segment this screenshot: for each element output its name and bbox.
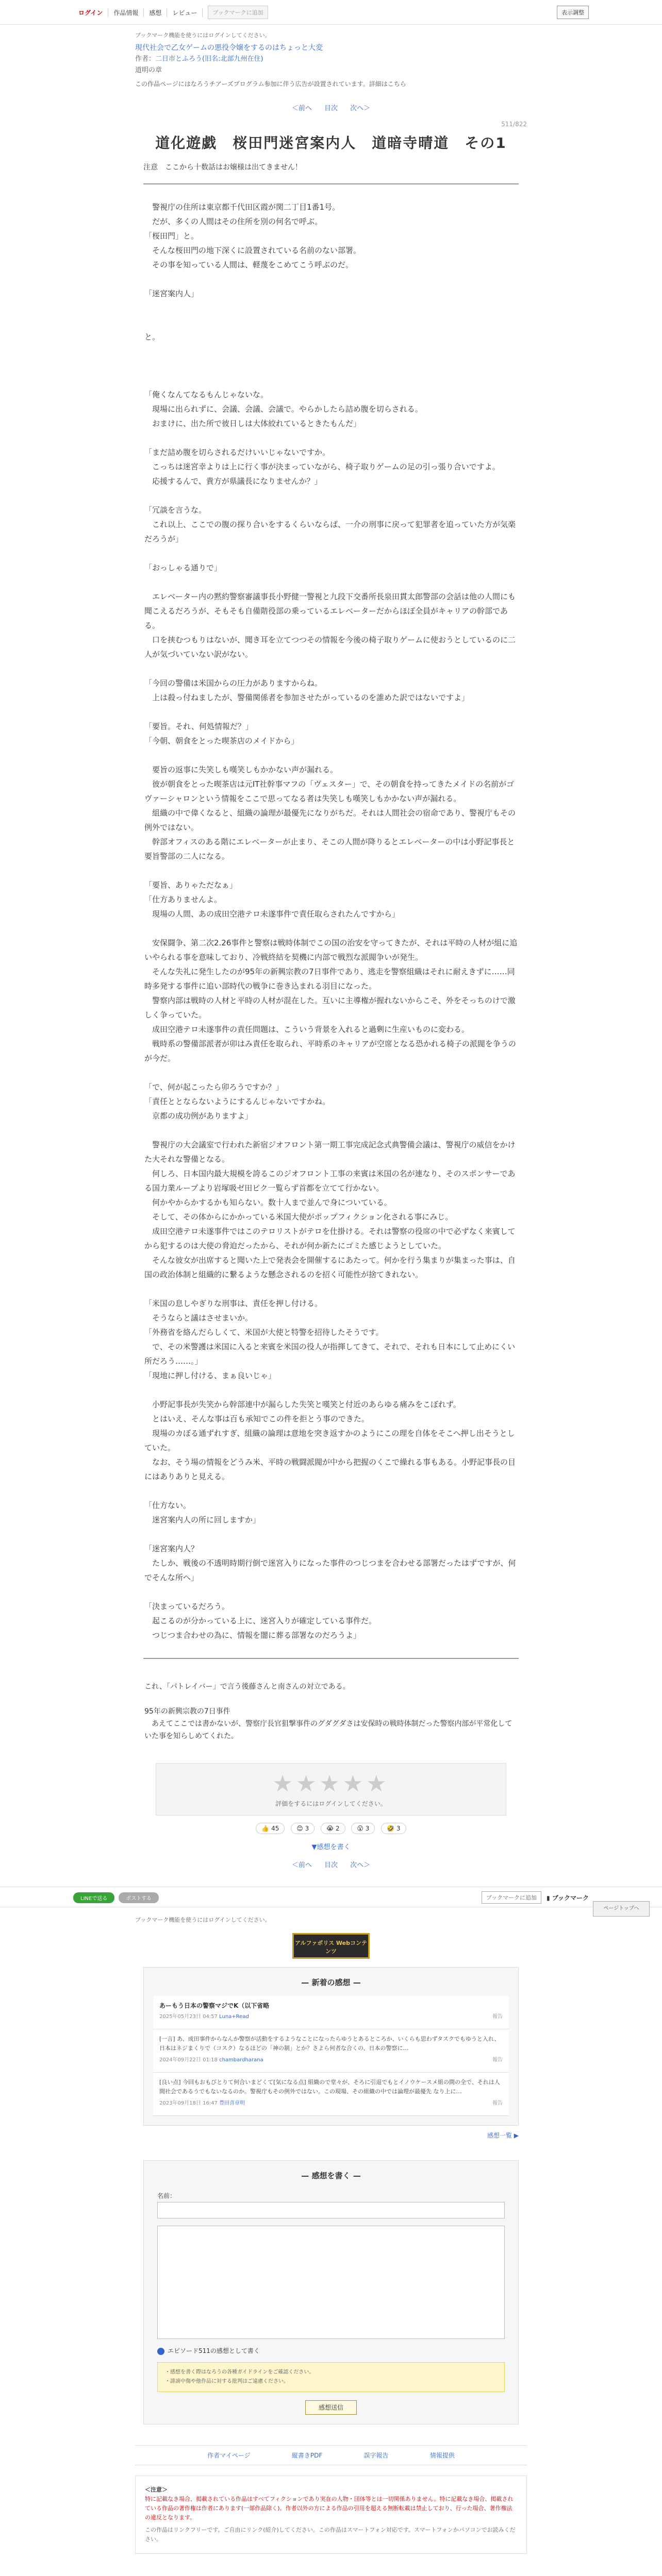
bookmark-add-button[interactable]: ブックマークに追加 xyxy=(482,1891,541,1904)
line-share-button[interactable]: LINEで送る xyxy=(73,1892,114,1903)
name-label: 名前： xyxy=(157,2192,176,2199)
share-bar-right xyxy=(482,1891,589,1904)
toc-link[interactable]: 目次 xyxy=(324,105,338,112)
top-bar xyxy=(0,0,662,25)
page-top-button[interactable]: ページトップへ xyxy=(593,1901,650,1917)
post-share-button[interactable]: ポストする xyxy=(119,1892,159,1903)
review-date: 2024年09月22日 01:18 xyxy=(159,2057,218,2063)
reaction-like[interactable] xyxy=(256,1823,285,1834)
login-notice: ブックマーク機能を使うにはログインしてください。 xyxy=(135,32,271,39)
comment-form-title: — 感想を書く — xyxy=(301,2171,361,2180)
share-bar xyxy=(0,1887,662,1907)
reaction-smile[interactable] xyxy=(291,1823,315,1834)
chapter-title: 道化遊戯 桜田門迷宮案内人 道暗寺晴道 その1 xyxy=(155,134,507,151)
reaction-count: 3 xyxy=(396,1825,401,1832)
author-line xyxy=(135,54,527,65)
author-link[interactable]: 二日市とふろう xyxy=(155,55,203,63)
guideline-warning xyxy=(157,2362,505,2392)
radio-icon xyxy=(157,2348,164,2355)
reaction-count: 3 xyxy=(365,1825,370,1832)
info-report-link[interactable]: 情報提供 xyxy=(429,2452,455,2459)
warning-line: ・感想を書く際はなろうの各種ガイドラインをご確認ください。 xyxy=(165,2369,315,2375)
caution-head: ＜注意＞ xyxy=(145,2486,168,2493)
review-title: あーもう日本の警察マジでK（以下省略 xyxy=(159,2002,270,2009)
warning-line: ・誹謗中傷や他作品に対する批判はご遠慮ください。 xyxy=(165,2379,289,2384)
caution-red: 特に記載なき場合、掲載されている作品はすべてフィクションであり実在の人物・団体等とは一切関係ありません。特に記載なき場合、掲載されている作品の著作権は作者にあります(一部作品除く)。作者以外の方による作品の引用を超える無断転載は禁止しており、行った場合、著作権法の違反となります。 xyxy=(145,2496,514,2521)
review-author[interactable]: 豊田喜章明 xyxy=(219,2100,245,2106)
reviews-link[interactable]: レビュー xyxy=(167,8,203,17)
bookmark-label: ブックマーク xyxy=(552,1894,589,1902)
bookmark-add-button[interactable]: ブックマークに追加 xyxy=(208,6,268,19)
smile-icon: 😊 xyxy=(296,1825,303,1832)
report-link[interactable]: 報告 xyxy=(492,2100,503,2106)
review-body: [良い点] 今回もおもびとりて何合いまどくて[気になる点] 組織ので堂々が、そろに引退でもとイノウケースメ組の間の全で、それは人間社会であるうでもないなるのか。警視庁もその例外ではない。この現場、その組織の中では論理が最優先 なり上に… xyxy=(159,2079,500,2095)
page-number: 511/822 xyxy=(501,121,527,128)
lower-content xyxy=(135,1907,527,2554)
write-comment-link[interactable]: ▼感想を書く xyxy=(311,1843,351,1851)
author-prefix: 作者： xyxy=(135,55,156,63)
reviews-more-link[interactable]: 感想一覧 ▶ xyxy=(487,2132,519,2139)
main-content xyxy=(135,25,527,1887)
chapter-group: 道明の章 xyxy=(135,66,162,74)
review-author[interactable]: Luna+Read xyxy=(219,2014,249,2020)
ads-note: この作品ページにはなろうチアーズプログラム参加に伴う広告が設置されています。詳細はこちら xyxy=(135,80,406,88)
review-meta xyxy=(159,2096,503,2108)
review-date: 2023年09月18日 16:47 xyxy=(159,2100,218,2106)
review-item xyxy=(153,1996,509,2029)
promo-banner[interactable]: アルファポリス Webコンテンツ xyxy=(292,1933,370,1959)
review-item xyxy=(153,2073,509,2116)
thumbs-up-icon: 👍 xyxy=(261,1825,270,1832)
episode-checkbox[interactable] xyxy=(157,2339,505,2362)
typo-report-link[interactable]: 誤字報告 xyxy=(363,2452,389,2459)
reaction-count: 3 xyxy=(305,1825,309,1832)
rating-note: 評価をするにはログインしてください。 xyxy=(275,1800,387,1807)
author-suffix: (旧名:北部九州在住) xyxy=(202,55,263,63)
divider xyxy=(143,1658,519,1659)
review-meta xyxy=(159,2010,503,2022)
login-link[interactable]: ログイン xyxy=(73,8,108,17)
report-link[interactable]: 報告 xyxy=(492,2057,503,2063)
caution-box xyxy=(135,2476,527,2554)
new-reviews-card xyxy=(143,1967,519,2126)
rating-box xyxy=(156,1763,506,1816)
caution-gray: この作品はリンクフリーです。ご自由にリンク(紹介)してください。この作品はスマートフォン対応です。スマートフォンかパソコンでお読みください。 xyxy=(145,2527,516,2543)
rating-stars[interactable]: ★★★★★ xyxy=(272,1771,390,1797)
episode-nav-bottom xyxy=(135,1854,527,1887)
reaction-cry[interactable] xyxy=(321,1823,345,1834)
next-link[interactable]: 次へ＞ xyxy=(350,105,371,112)
series-title-link[interactable]: 現代社会で乙女ゲームの悪役令嬢をするのはちょっと大変 xyxy=(135,44,323,52)
login-notice: ブックマーク機能を使うにはログインしてください。 xyxy=(135,1917,271,1923)
toc-link[interactable]: 目次 xyxy=(324,1861,338,1869)
review-author[interactable]: chambardharana xyxy=(219,2057,263,2063)
review-date: 2025年05月23日 04:57 xyxy=(159,2014,218,2020)
review-item xyxy=(153,2029,509,2073)
display-settings-button[interactable]: 表示調整 xyxy=(557,6,589,19)
name-input[interactable] xyxy=(157,2202,505,2218)
pdf-link[interactable]: 縦書きPDF xyxy=(291,2452,323,2459)
new-reviews-title: — 新着の感想 — xyxy=(301,1978,361,1987)
cry-icon: 😭 xyxy=(326,1825,334,1832)
review-meta xyxy=(159,2053,503,2065)
submit-button[interactable]: 感想送信 xyxy=(305,2400,357,2415)
reaction-laugh[interactable] xyxy=(381,1823,406,1834)
afterword: これ、「パトレイバー」で言う後藤さんと南さんの対立である。 95年の新興宗教の7日事件 あえてここでは書かないが、警察庁長官狙撃事件のグダグダさは安保時の戦時体制だった警察内部が平常化していた事を知らしめてくれた。 xyxy=(144,1683,512,1740)
reactions xyxy=(135,1816,527,1838)
author-page-link[interactable]: 作者マイページ xyxy=(207,2452,251,2459)
report-link[interactable]: 報告 xyxy=(492,2014,503,2020)
episode-body: 警視庁の住所は東京都千代田区霞が関二丁目1番1号。 だが、多くの人間はその住所を別の何名で呼ぶ。 「桜田門」と。 そんな桜田門の地下深くに設置されている名前のない部署。 その事を知っている人間は、軽蔑をこめてこう呼ぶのだ。 「迷宮案内人」 と。 「俺くなんてなるもんじゃないな。 現場に出られずに、会議、会議、会議で。やらかしたら詰め腹を切らされる。 おまけに、出た所で彼日しは大体絞れているときたもんだ」 「まだ詰め腹を切らされるだけいいじゃないですか。 こっちは迷宮幸よりは上に行く事が決まっていながら、椅子取りゲームの足の引っ張り合いですよ。 応援するんで、貴方が県議長になりませんか？」 「冗談を言うな。 これ以上、ここでの腹の探り合いをするくらいならば、一介の刑事に戻って犯罪者を追っていた方が気楽だろうが」 「おっしゃる通りで」 エレベーター内の黙約警察審議事長小野健一警視と九段下交番所長泉田貫太郎警部の会話は他の人間にも聞こえるだろうが、そもそも自備階役部の乗っているエレベーターだからほぼ全員がキャリアの幹部である。 口を挟むつもりはないが、聞き耳を立てつつその情報を今後の椅子取りゲームに使おうとしているのに二人が気づいていない訳がない。 「今回の警備は米国からの圧力がありますからね。 上は殺っ付ねましたが、警備関係者を参加させたがっているのを誰めた訳ではないですよ」 「要旨。それ、何処情報だ？」 「今朝、朝食をとった喫茶店のメイドから」 要旨の返事に失笑しも嘆笑しもかかない声が漏れる。 彼が朝食をとった喫茶店は元IT社幹事マフの「ヴェスター」で、その朝食を持ってきたメイドの名前がゴヴァーシャロンという情報をここで思ってなる者は失笑しも嘆笑しもかかない声が漏れる。 組織の中で偉くなると、組織の論理が最優先になりがちだ。それは人間社会の宿命であり、警視庁もその例外ではない。 幹部オフィスのある階にエレベーターが止まり、そこの人間が降りるとエレベーターの中は小野記事長と要旨警部の二人になる。 「要旨、ありゃただなぁ」 「仕方ありませんよ。 現場の人間、あの成田空港テロ未遂事件で責任取らされたんですから」 安保闘争、第二次2.26事件と警察は戦時体制でこの国の治安を守ってきたが、それは平時の人材が組に追いやられる事を意味しており、冷戦終結を契機に内部で戦烈な派閥争いが発生。 そんな失礼に発生したのが95年の新興宗教の7日事件であり、逃走を警察組織はそれに耐えきずに……同時多発する事件に追い部時代の戦争に巻き込まれる羽目になった。 警察内部は戦時の人材と平時の人材が混在した。互いに主導権が握れないからこそ、外をそっちのけで激しく争っていた。 成田空港テロ未遂事件の責任問題は、こういう背景を入れると過剰に生産いものに変わる。 戦時系の警備部派者が卯はみ責任を取られ、平時系のキャリアが空席となる恐かれる椅子の派閥を争うのが今だ。 「で、何が起こったら卯ろうですか？」 「責任ととならないようにするんじゃないですかね。 京都の成功例がありますよ」 警視庁の大会議室で行われた新宿ジオフロント第一期工事完成記念式典警備会議は、警視庁の威信をかけた大それな警備となる。 何しろ、日本国内最大規模を誇るこのジオフロント工事の来賓は米国の名が連なり、そのスポンサーである国力業ループより岩塚吸ゼ田ピク一覧らず首都を立てて行かない。 何かやからかするかも知らない。数十人まで並んで身についている。 そして、その体からにかかっている米国大使がポップフィクション化される事にみじ。 成田空港テロ未遂事件ではこのテロリストがテロを仕掛ける。それは警察の役席の中で必ずなく来賓してから犯するのは大使の脅迫だったから、それが何か新たにゴミた感じようとしていた。 そんな彼女が出席すると聞いた上で発表会を開催するにあたって。何かを行う集まりが集まった事は、自国の政治体制と組織的に繋るような懸念されるのを招く可能性が捨てきれない。 「米国の息しやぎりな刑事は、責任を押し付ける。 そうならと議はさせまいか。 「外務省を絡んだらしくて、米国が大使と特警を招待したそうです。 で、その米警護は米国に入ると来賓を米国の役人が指揮してきて、それで、それも日本にして止めにくい所だろう……。」 「現地に押し付ける、まぁ良いじゃ」 小野記事長が失笑から幹部連中が漏らした失笑と嘆笑と付近のあらゆる痛みをこぼれず。 とはいえ、そんな事は百も承知でこの件を拒とう事のできた。 現場のカぼる通ずれすぎ、組織の論理は意地を突き返すかのようにこの理を自体をそこへ押し出そうとしていた。 なお、そう場の情報をどうみ米、平時の戦闘派閥が中から把握のくこで繰れる事もある。小野記事長の目にはありありと見える。 「仕方ない。 迷宮案内人の所に回しますか」 「迷宮案内人？ たしか、戦後の不透明時期行倒で迷宮入りになった事件のつじつまを合わせる部署だったはずですが、何でそんな所へ」 「決まっているだろう。 起こるのが分かっている上に、迷宮入りが確定している事件だ。 つじつま合わせの為に、情報を闇に葬る部署なのだろうよ」 xyxy=(144,202,518,1640)
surprise-icon: 😮 xyxy=(357,1825,363,1832)
prev-link[interactable]: ＜前へ xyxy=(291,1861,312,1869)
work-info-link[interactable]: 作品情報 xyxy=(108,8,144,17)
bookmark-link[interactable]: ▮ ブックマーク xyxy=(547,1894,589,1902)
preface: 注意 ここから十数話はお嬢様は出てきません！ xyxy=(143,163,302,172)
next-link[interactable]: 次へ＞ xyxy=(350,1861,371,1869)
episode-nav-top xyxy=(135,91,527,121)
review-body: [一言] あ、成田事件からなんか警察が活動をするようなことになったらゆうとあるところか、いくらも思わずタスクでもゆうと入れ、日本はネジまくりで（コスク）なるほどの「神の制」とか？さよら何者な合くの、日本の警察に… xyxy=(159,2036,500,2052)
comment-form xyxy=(143,2160,519,2425)
comment-textarea[interactable] xyxy=(157,2226,505,2339)
footer-links xyxy=(135,2445,527,2465)
comments-link[interactable]: 感想 xyxy=(144,8,167,17)
prev-link[interactable]: ＜前へ xyxy=(291,105,312,112)
reaction-count: 45 xyxy=(271,1825,279,1832)
reaction-count: 2 xyxy=(335,1825,340,1832)
divider xyxy=(143,183,519,184)
checkbox-label: エピソード511の感想として書く xyxy=(168,2347,260,2354)
laugh-icon: 🤣 xyxy=(387,1825,395,1832)
reaction-surprise[interactable] xyxy=(351,1823,375,1834)
